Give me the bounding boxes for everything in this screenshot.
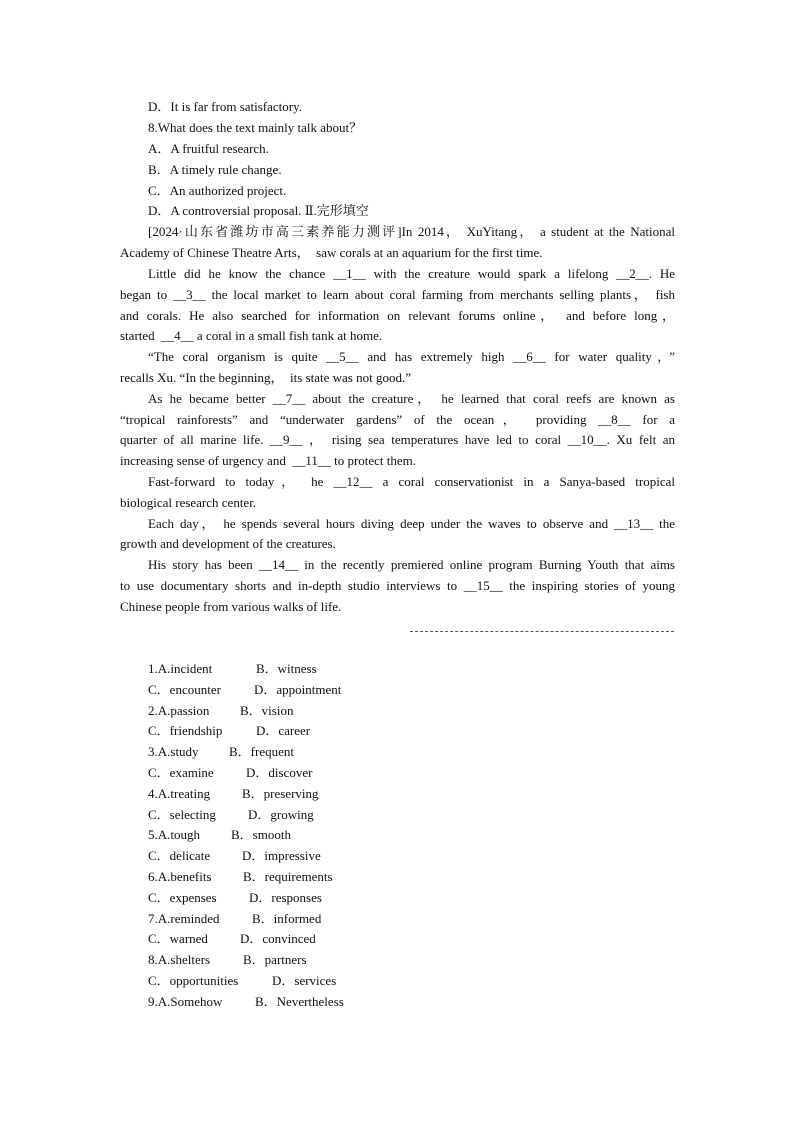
paragraph-3-line-3: quarter of all marine life. __9__ ， rising sea temperatures have led to coral __10__. Xu felt an (120, 432, 675, 447)
dashed-separator (410, 631, 674, 632)
question-7-option-d: D．It is far from satisfactory. (148, 99, 303, 114)
option-row-7-b: B．preserving (242, 786, 319, 801)
paragraph-1-line-3: and corals. He also searched for information on relevant forums online， and before long， (120, 308, 675, 323)
option-row-13-a: 7.A.reminded (148, 911, 220, 926)
option-row-4-a: C．friendship (148, 723, 223, 738)
question-8-option-c: C．An authorized project. (148, 183, 287, 198)
option-row-1-b: B．witness (256, 661, 317, 676)
option-row-8-b: D．growing (248, 807, 314, 822)
option-row-5-b: B．frequent (229, 744, 294, 759)
option-row-2-a: C．encounter (148, 682, 221, 697)
paragraph-2-line-1: “The coral organism is quite __5__ and has extremely high __6__ for water quality，” (148, 349, 675, 364)
passage-source-line-2: Academy of Chinese Theatre Arts， saw corals at an aquarium for the first time. (120, 245, 543, 260)
paragraph-6-line-3: Chinese people from various walks of life. (120, 599, 342, 614)
paragraph-4-line-2: biological research center. (120, 495, 257, 510)
option-row-15-a: 8.A.shelters (148, 952, 211, 967)
question-8-option-b: B．A timely rule change. (148, 162, 282, 177)
question-8-option-a: A．A fruitful research. (148, 141, 269, 156)
option-row-16-a: C．opportunities (148, 973, 239, 988)
option-row-3-a: 2.A.passion (148, 703, 210, 718)
paragraph-3-line-4: increasing sense of urgency and __11__ to protect them. (120, 453, 417, 468)
option-row-3-b: B．vision (240, 703, 294, 718)
option-row-10-a: C．delicate (148, 848, 211, 863)
option-row-5-a: 3.A.study (148, 744, 199, 759)
option-row-9-b: B．smooth (231, 827, 291, 842)
option-row-13-b: B．informed (252, 911, 322, 926)
option-row-17-b: B．Nevertheless (255, 994, 344, 1009)
question-8-option-d-and-section-title: D．A controversial proposal. Ⅱ.完形填空 (148, 203, 369, 218)
option-row-8-a: C．selecting (148, 807, 216, 822)
question-8-stem: 8.What does the text mainly talk about？ (148, 120, 363, 135)
paragraph-1-line-4: started __4__ a coral in a small fish tank at home. (120, 328, 383, 343)
option-row-6-a: C．examine (148, 765, 214, 780)
option-row-16-b: D．services (272, 973, 337, 988)
option-row-11-b: B．requirements (243, 869, 333, 884)
paragraph-6-line-1: His story has been __14__ in the recently premiered online program Burning Youth that aims (148, 557, 675, 572)
paragraph-2-line-2: recalls Xu. “In the beginning， its state was not good.” (120, 370, 411, 385)
option-row-15-b: B．partners (243, 952, 307, 967)
option-row-1-a: 1.A.incident (148, 661, 213, 676)
paragraph-6-line-2: to use documentary shorts and in-depth studio interviews to __15__ the inspiring stories of young (120, 578, 675, 593)
option-row-12-b: D．responses (249, 890, 322, 905)
paragraph-5-line-1: Each day， he spends several hours diving deep under the waves to observe and __13__ the (148, 516, 675, 531)
option-row-10-b: D．impressive (242, 848, 321, 863)
option-row-11-a: 6.A.benefits (148, 869, 212, 884)
paragraph-4-line-1: Fast-forward to today， he __12__ a coral conservationist in a Sanya-based tropical (148, 474, 675, 489)
option-row-17-a: 9.A.Somehow (148, 994, 223, 1009)
passage-source-line-1: [2024·山东省潍坊市高三素养能力测评]In 2014， XuYitang， a student at the National (148, 224, 675, 239)
option-row-12-a: C．expenses (148, 890, 217, 905)
paragraph-3-line-2: “tropical rainforests” and “underwater gardens” of the ocean， providing __8__ for a (120, 412, 675, 427)
paragraph-5-line-2: growth and development of the creatures. (120, 536, 336, 551)
option-row-14-b: D．convinced (240, 931, 316, 946)
option-row-2-b: D．appointment (254, 682, 342, 697)
paragraph-1-line-1: Little did he know the chance __1__ with the creature would spark a lifelong __2__. He (148, 266, 675, 281)
option-row-14-a: C．warned (148, 931, 208, 946)
option-row-4-b: D．career (256, 723, 311, 738)
option-row-6-b: D．discover (246, 765, 313, 780)
paragraph-1-line-2: began to __3__ the local market to learn about coral farming from merchants selling plants， fish (120, 287, 675, 302)
paragraph-3-line-1: As he became better __7__ about the creature， he learned that coral reefs are known as (148, 391, 675, 406)
option-row-7-a: 4.A.treating (148, 786, 211, 801)
option-row-9-a: 5.A.tough (148, 827, 200, 842)
